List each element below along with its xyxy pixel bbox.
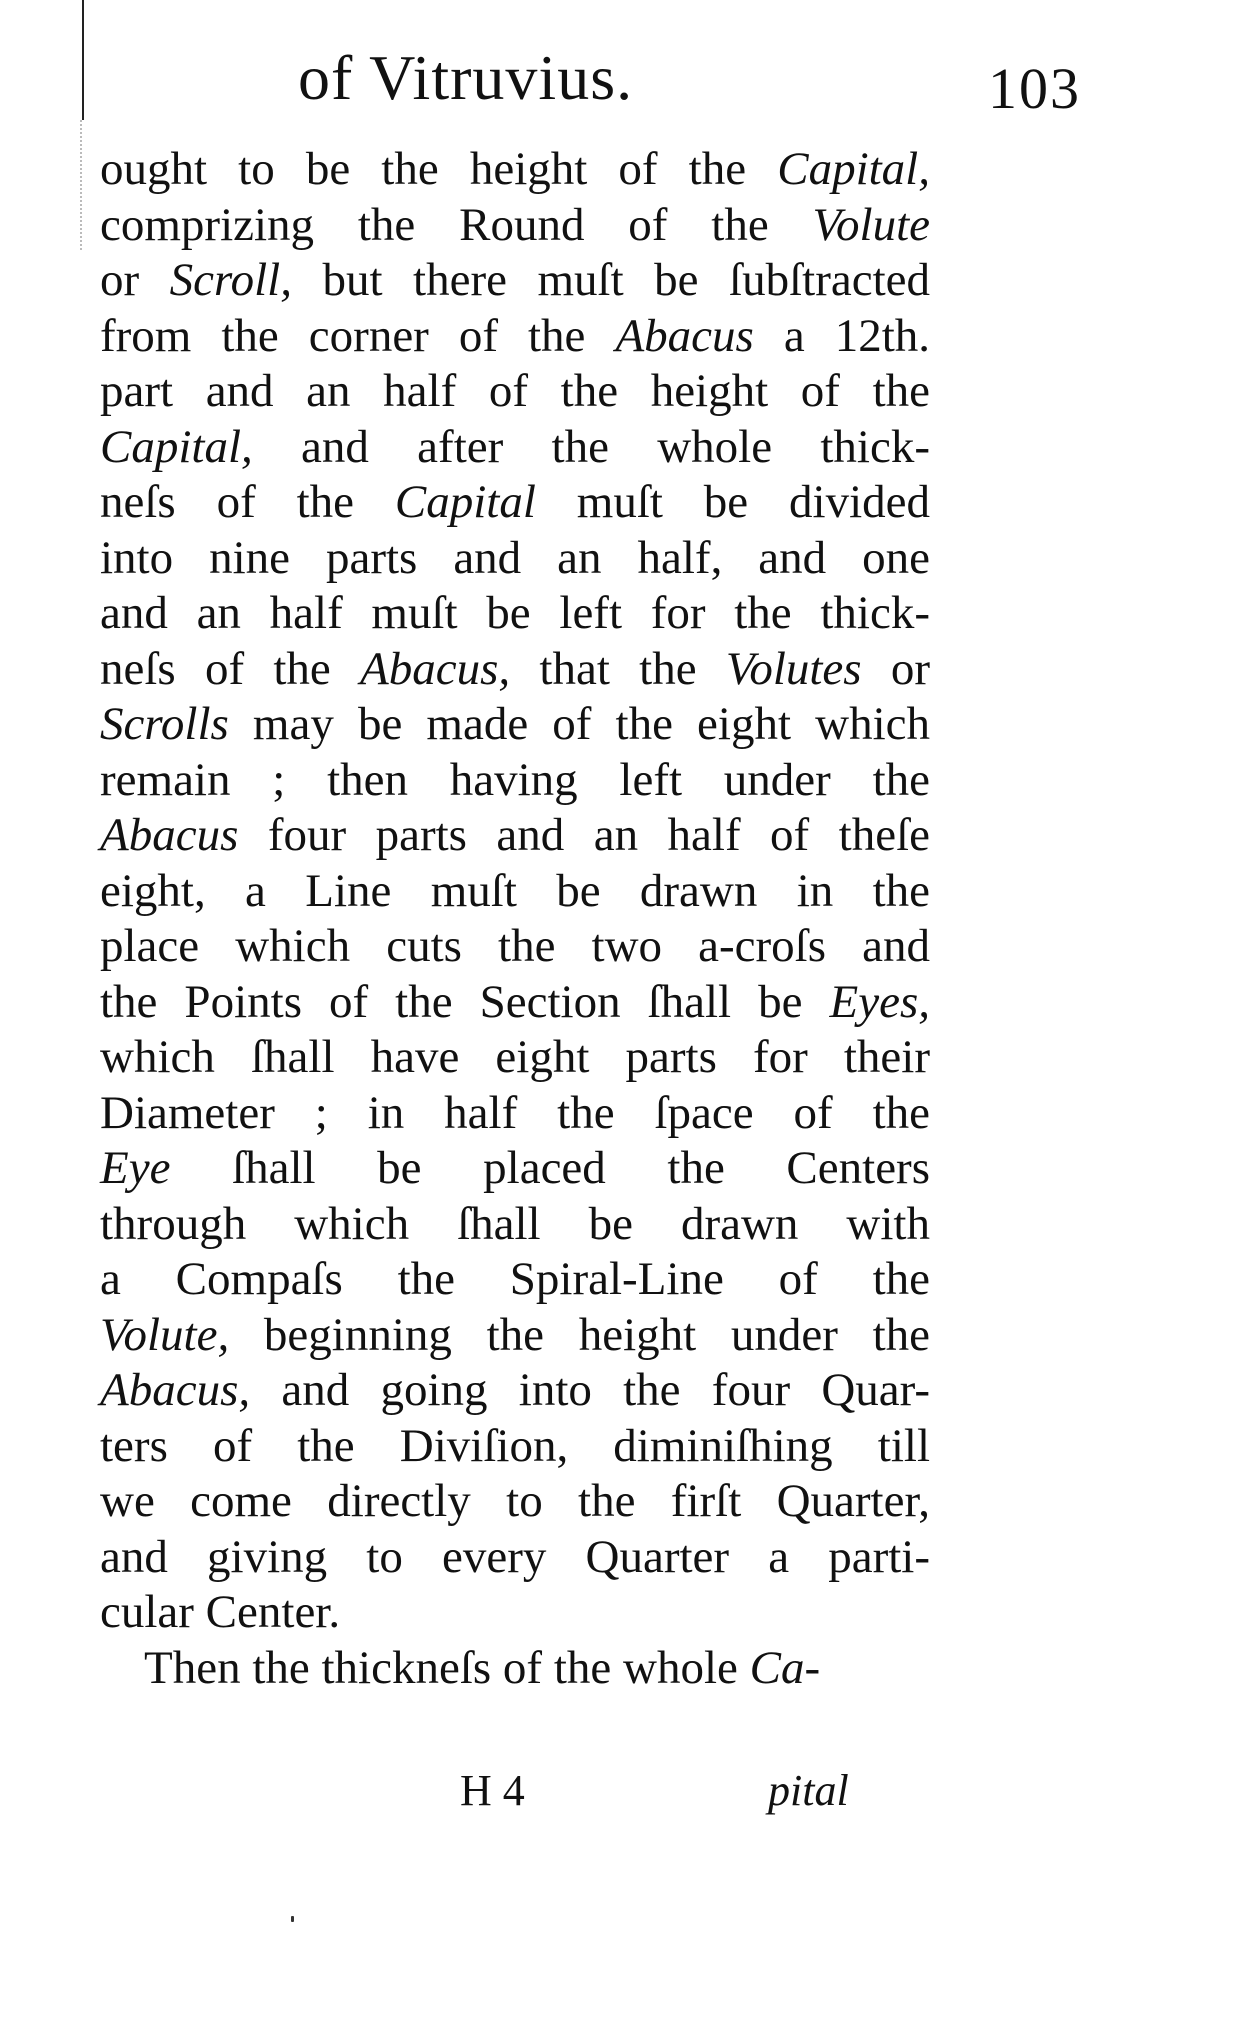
italic-term: Volutes (725, 642, 862, 695)
text-segment: the Points of the Section ſhall be (100, 975, 830, 1028)
italic-term: Eye (100, 1142, 171, 1194)
text-segment: that the (510, 642, 726, 695)
running-title: of Vitruvius. (298, 42, 634, 113)
text-line (100, 1641, 930, 1697)
text-line (100, 753, 930, 809)
text-line (100, 475, 930, 531)
text-line (100, 253, 930, 309)
text-segment: a Compaſs the Spiral-Line of the (100, 1253, 930, 1305)
body-text (100, 142, 930, 1696)
text-segment: from the corner of the (100, 309, 616, 362)
italic-term: Abacus (615, 309, 754, 362)
text-line (100, 364, 930, 420)
text-line (100, 309, 930, 365)
text-line (100, 1363, 930, 1419)
text-segment: neſs of the (100, 642, 361, 695)
italic-term: Volute (812, 198, 930, 251)
text-line (100, 1474, 930, 1530)
italic-term: Volute, (100, 1308, 230, 1361)
page-footer (100, 1763, 930, 1818)
text-line (100, 1030, 930, 1086)
text-segment: through which ſhall be drawn with (100, 1197, 930, 1250)
gutter-line (82, 0, 84, 120)
text-line (100, 1141, 930, 1197)
text-segment: ters of the Diviſion, diminiſhing till (100, 1419, 930, 1472)
text-segment: we come directly to the firſt Quarter, (100, 1475, 930, 1527)
text-segment: ſhall be placed the Centers (170, 1142, 930, 1194)
text-segment: Diameter ; in half the ſpace of the (100, 1086, 930, 1139)
text-segment: muſt be divided (535, 476, 931, 528)
text-segment: and after the whole thick- (252, 420, 930, 473)
text-line (100, 1585, 930, 1641)
text-segment: Then the thickneſs of the whole (144, 1641, 750, 1694)
text-segment: remain ; then having left under the (100, 753, 930, 806)
text-line (100, 1419, 930, 1475)
text-segment: part and an half of the height of the (100, 365, 930, 417)
page-number: 103 (988, 56, 1081, 121)
italic-term: Capital, (777, 143, 930, 195)
text-line (100, 808, 930, 864)
text-line (100, 420, 930, 476)
text-line (100, 198, 930, 254)
ink-speck (291, 1916, 294, 1922)
text-segment: ought to be the height of the (100, 143, 778, 195)
text-line (100, 864, 930, 920)
text-segment: neſs of the (100, 476, 395, 528)
text-segment: comprizing the Round of the (100, 198, 813, 251)
text-line (100, 642, 930, 698)
text-segment: or (861, 642, 930, 695)
text-segment: cular Center. (100, 1586, 341, 1638)
text-line (100, 531, 930, 587)
text-line (100, 1308, 930, 1364)
text-segment: which ſhall have eight parts for their (100, 1031, 930, 1083)
italic-term: Eyes, (829, 975, 930, 1028)
catchword: pital (768, 1766, 849, 1815)
italic-term: Abacus, (360, 642, 511, 695)
text-segment: place which cuts the two a-croſs and (100, 920, 930, 972)
text-segment: but there muſt be ſubſtracted (291, 254, 930, 306)
italic-term: Ca- (749, 1641, 821, 1694)
text-line (100, 142, 930, 198)
italic-term: Abacus (100, 809, 239, 861)
text-line (100, 1197, 930, 1253)
italic-term: Capital (394, 476, 536, 528)
text-line (100, 697, 930, 753)
text-segment: may be made of the eight which (228, 698, 930, 750)
text-line (100, 975, 930, 1031)
text-segment: a 12th. (753, 309, 931, 362)
gutter-dots (80, 120, 84, 250)
text-line (100, 586, 930, 642)
text-line (100, 919, 930, 975)
text-line (100, 1252, 930, 1308)
text-segment: or (100, 254, 170, 306)
text-line (100, 1086, 930, 1142)
text-segment: and giving to every Quarter a parti- (100, 1530, 930, 1583)
text-segment: and going into the four Quar- (250, 1364, 930, 1416)
text-segment: beginning the height under the (229, 1308, 930, 1361)
signature-mark: H 4 (460, 1766, 525, 1815)
text-segment: eight, a Line muſt be drawn in the (100, 864, 930, 917)
italic-term: Capital, (100, 420, 253, 473)
text-line (100, 1530, 930, 1586)
italic-term: Abacus, (100, 1364, 251, 1416)
italic-term: Scrolls (100, 698, 229, 750)
text-segment: into nine parts and an half, and one (100, 531, 930, 584)
italic-term: Scroll, (169, 254, 292, 306)
text-segment: and an half muſt be left for the thick- (100, 587, 930, 639)
text-segment: four parts and an half of theſe (238, 809, 930, 861)
